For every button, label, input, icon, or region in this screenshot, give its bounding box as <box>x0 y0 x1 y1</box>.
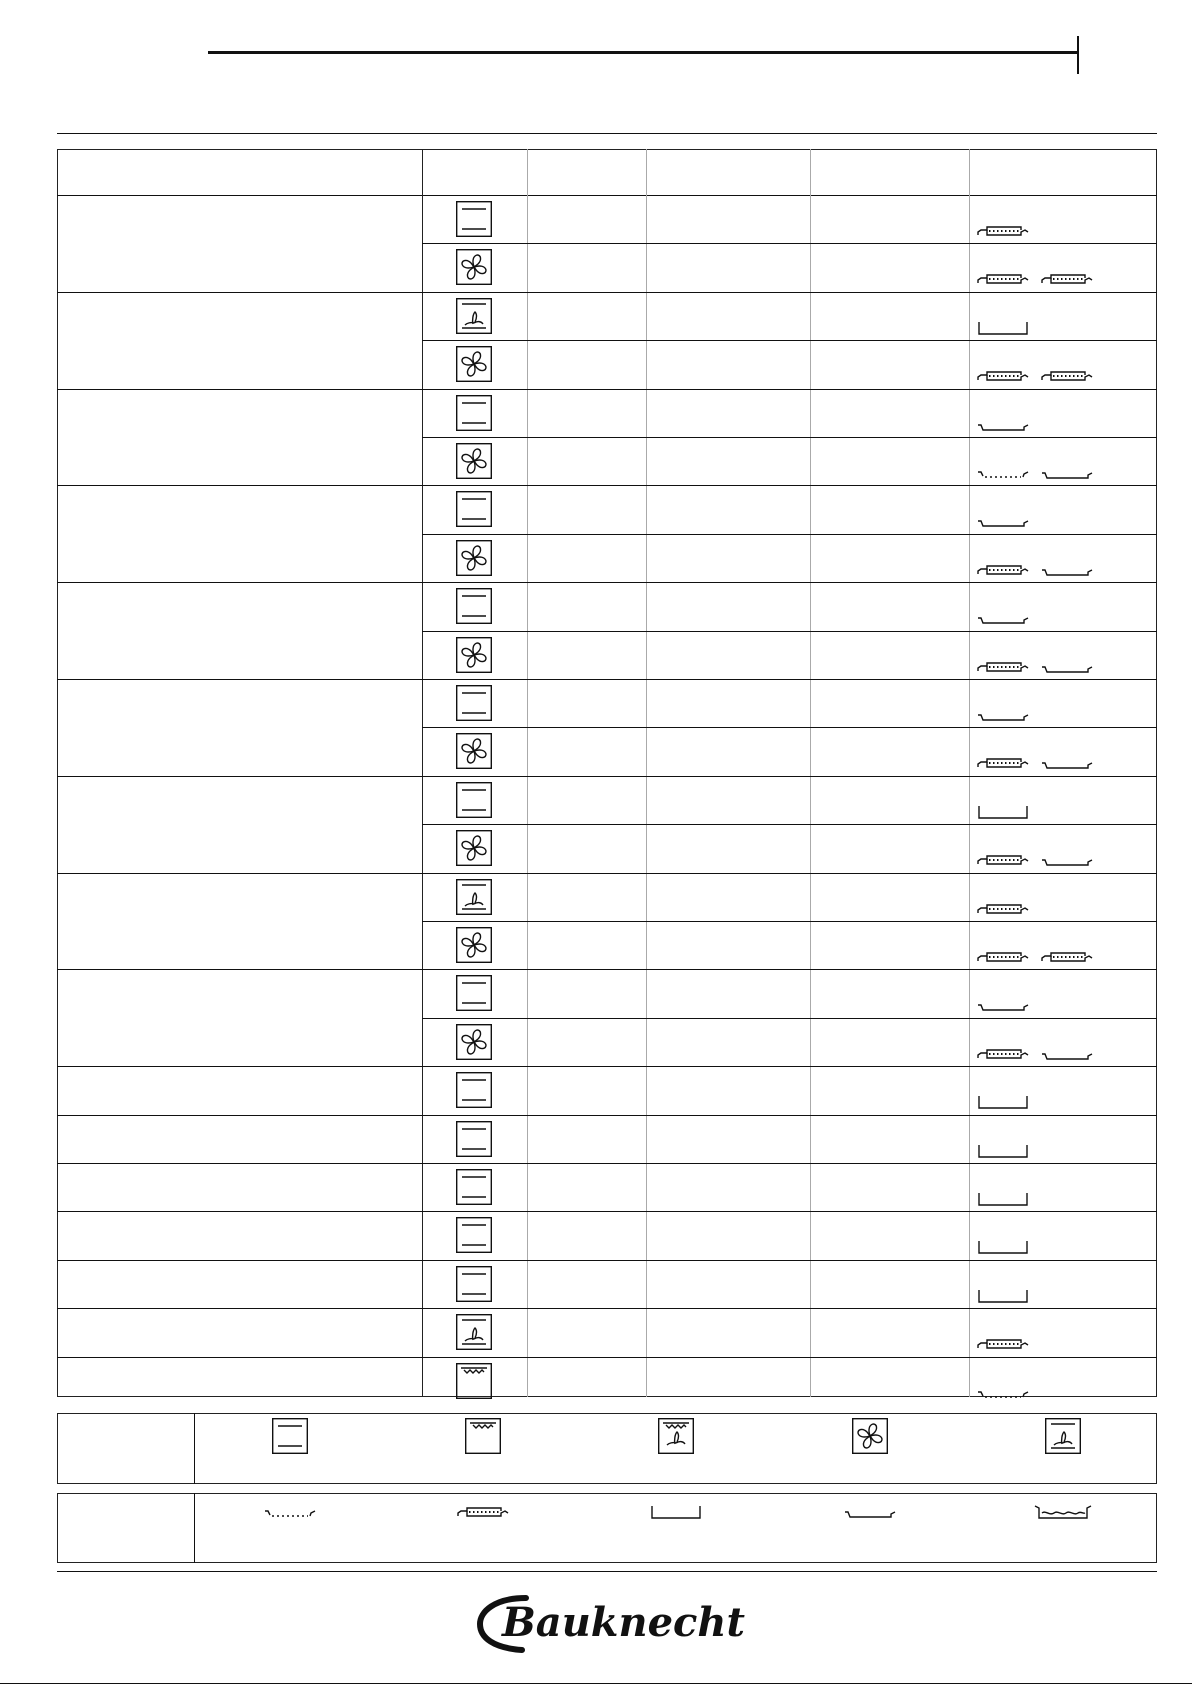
wire-shelf-icon <box>977 852 1029 868</box>
wire-shelf-icon <box>977 223 1029 239</box>
conventional-icon <box>456 588 492 624</box>
conventional-icon <box>456 782 492 818</box>
table-row-divider <box>422 921 1157 922</box>
table-row-divider <box>422 340 1157 341</box>
conventional-icon <box>456 1266 492 1302</box>
legend-turbo-grill-icon <box>658 1418 694 1454</box>
wire-shelf-icon <box>1041 949 1093 965</box>
baking-tray-icon <box>977 997 1029 1013</box>
wire-shelf-icon <box>977 1336 1029 1352</box>
baking-tray-icon <box>1041 1046 1093 1062</box>
wire-shelf-icon <box>977 562 1029 578</box>
table-column-divider <box>969 149 970 1397</box>
grill-icon <box>456 1363 492 1399</box>
top-divider <box>57 133 1157 134</box>
footer-divider <box>57 1571 1157 1572</box>
baking-tray-icon <box>977 707 1029 723</box>
table-row-divider <box>57 1308 1157 1309</box>
conventional-icon <box>456 1217 492 1253</box>
legend-baking-tray-icon <box>844 1504 896 1520</box>
forced-air-icon <box>456 637 492 673</box>
table-row-divider <box>422 1018 1157 1019</box>
forced-air-icon <box>456 927 492 963</box>
wire-shelf-icon <box>1041 271 1093 287</box>
table-row-divider <box>57 873 1157 874</box>
wire-shelf-icon <box>1041 368 1093 384</box>
conventional-icon <box>456 685 492 721</box>
baking-tray-icon <box>1041 562 1093 578</box>
cake-tin-icon <box>977 320 1029 336</box>
wire-shelf-icon <box>977 271 1029 287</box>
convection-bake-icon <box>456 1314 492 1350</box>
table-row-divider <box>57 1357 1157 1358</box>
header-rule <box>208 51 1078 54</box>
cake-tin-icon <box>977 1288 1029 1304</box>
wire-shelf-icon <box>977 368 1029 384</box>
table-row-divider <box>422 631 1157 632</box>
table-row-divider <box>57 485 1157 486</box>
wire-shelf-icon <box>977 659 1029 675</box>
forced-air-icon <box>456 830 492 866</box>
conventional-icon <box>456 395 492 431</box>
legend-convection-bake-icon <box>1045 1418 1081 1454</box>
drip-tray-icon <box>977 1385 1029 1401</box>
convection-bake-icon <box>456 879 492 915</box>
table-row-divider <box>422 437 1157 438</box>
table-column-divider <box>646 149 647 1397</box>
forced-air-icon <box>456 249 492 285</box>
cake-tin-icon <box>977 804 1029 820</box>
legend-accessories-divider <box>194 1493 195 1563</box>
baking-tray-icon <box>977 610 1029 626</box>
baking-tray-icon <box>977 417 1029 433</box>
legend-conventional-icon <box>272 1418 308 1454</box>
table-row-divider <box>57 292 1157 293</box>
table-row-divider <box>57 1260 1157 1261</box>
conventional-icon <box>456 201 492 237</box>
legend-baking-tray-water-icon <box>1034 1504 1092 1520</box>
brand-name: Bauknecht <box>502 1599 745 1646</box>
table-row-divider <box>57 776 1157 777</box>
wire-shelf-icon <box>977 755 1029 771</box>
drip-tray-icon <box>977 465 1029 481</box>
forced-air-icon <box>456 443 492 479</box>
baking-tray-icon <box>977 513 1029 529</box>
brand-logo <box>476 1590 745 1654</box>
table-row-divider <box>57 679 1157 680</box>
forced-air-icon <box>456 540 492 576</box>
table-row-divider <box>422 534 1157 535</box>
cake-tin-icon <box>977 1143 1029 1159</box>
table-column-divider <box>527 149 528 1397</box>
table-column-divider <box>422 149 423 1397</box>
conventional-icon <box>456 1169 492 1205</box>
table-row-divider <box>57 1211 1157 1212</box>
table-row-divider <box>422 824 1157 825</box>
forced-air-icon <box>456 346 492 382</box>
legend-functions-divider <box>194 1413 195 1484</box>
table-row-divider <box>422 727 1157 728</box>
table-row-divider <box>57 969 1157 970</box>
conventional-icon <box>456 975 492 1011</box>
table-row-divider <box>57 1066 1157 1067</box>
legend-functions <box>57 1413 1157 1484</box>
cake-tin-icon <box>977 1239 1029 1255</box>
wire-shelf-icon <box>977 949 1029 965</box>
legend-cake-tin-icon <box>650 1504 702 1520</box>
bottom-rule <box>0 1683 1192 1684</box>
wire-shelf-icon <box>977 901 1029 917</box>
cooking-table <box>57 149 1157 1397</box>
conventional-icon <box>456 1121 492 1157</box>
header-rule-tick <box>1077 36 1079 74</box>
forced-air-icon <box>456 733 492 769</box>
table-header-divider <box>57 195 1157 196</box>
convection-bake-icon <box>456 298 492 334</box>
forced-air-icon <box>456 1024 492 1060</box>
table-row-divider <box>57 582 1157 583</box>
table-row-divider <box>422 243 1157 244</box>
table-row-divider <box>57 389 1157 390</box>
baking-tray-icon <box>1041 659 1093 675</box>
baking-tray-icon <box>1041 852 1093 868</box>
legend-drip-tray-icon <box>264 1504 316 1520</box>
wire-shelf-icon <box>977 1046 1029 1062</box>
legend-forced-air-icon <box>852 1418 888 1454</box>
legend-wire-shelf-icon <box>457 1504 509 1520</box>
table-column-divider <box>810 149 811 1397</box>
baking-tray-icon <box>1041 465 1093 481</box>
baking-tray-icon <box>1041 755 1093 771</box>
table-row-divider <box>57 1163 1157 1164</box>
conventional-icon <box>456 1072 492 1108</box>
cake-tin-icon <box>977 1094 1029 1110</box>
brand-logo-mark <box>476 1590 745 1654</box>
conventional-icon <box>456 491 492 527</box>
table-row-divider <box>57 1115 1157 1116</box>
cake-tin-icon <box>977 1191 1029 1207</box>
legend-accessories <box>57 1493 1157 1563</box>
legend-grill-icon <box>465 1418 501 1454</box>
